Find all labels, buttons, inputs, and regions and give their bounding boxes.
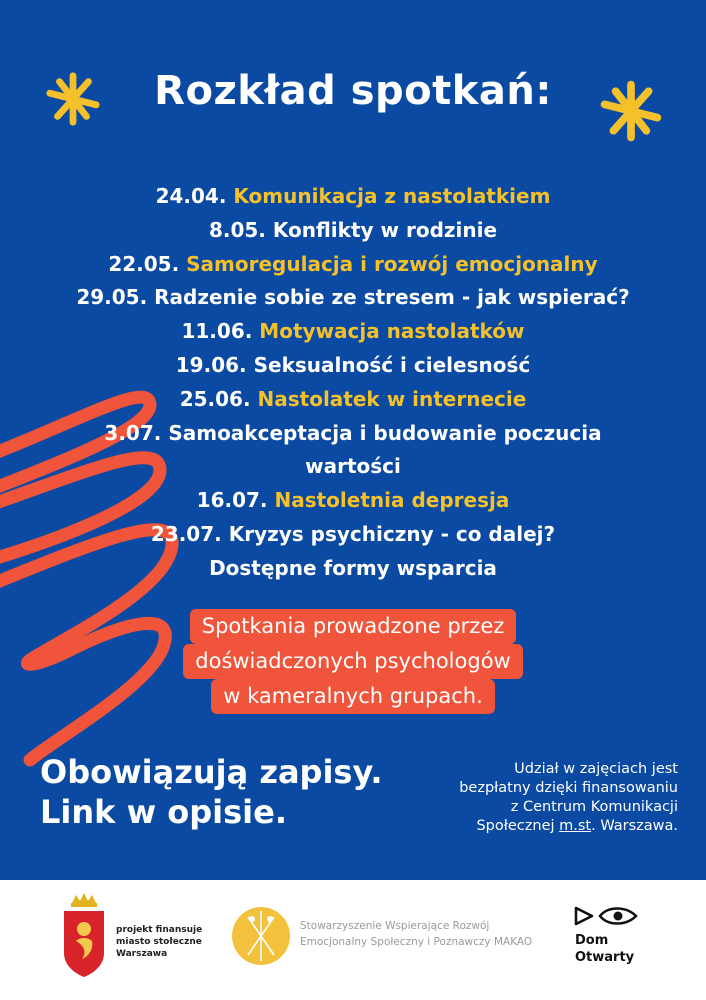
schedule-list xyxy=(0,180,706,586)
dom-otwarty-eye-icon xyxy=(574,905,644,927)
schedule-row xyxy=(0,383,706,417)
schedule-date: 23.07. xyxy=(150,521,222,546)
schedule-date: 25.06. xyxy=(179,386,251,411)
schedule-row xyxy=(0,281,706,315)
crest-caption-line: projekt finansuje xyxy=(116,925,203,935)
signup-notice xyxy=(40,752,383,832)
schedule-topic: Samoregulacja i rozwój emocjonalny xyxy=(186,251,598,276)
dom-line: Dom xyxy=(575,933,609,948)
schedule-date: 8.05. xyxy=(208,217,266,242)
schedule-topic: Dostępne formy wsparcia xyxy=(209,555,497,580)
funding-line xyxy=(378,817,678,836)
schedule-row xyxy=(0,417,706,451)
schedule-date: 16.07. xyxy=(196,488,268,513)
psychologists-callout xyxy=(0,609,706,714)
schedule-topic: Samoakceptacja i budowanie poczucia xyxy=(168,420,602,445)
schedule-topic: Nastolatek w internecie xyxy=(257,386,527,411)
schedule-row xyxy=(0,349,706,383)
makao-logo-icon xyxy=(230,905,292,967)
schedule-row xyxy=(0,214,706,248)
schedule-date: 19.06. xyxy=(175,352,247,377)
funding-note xyxy=(378,760,678,836)
callout-line: w kameralnych grupach. xyxy=(211,679,495,714)
schedule-row xyxy=(0,518,706,552)
crest-caption xyxy=(116,924,202,960)
makao-name xyxy=(300,918,532,950)
makao-line: Stowarzyszenie Wspierające Rozwój xyxy=(300,920,490,932)
schedule-topic: Komunikacja z nastolatkiem xyxy=(233,184,551,208)
funding-line: z Centrum Komunikacji xyxy=(510,799,678,815)
schedule-date: 22.05. xyxy=(108,251,180,276)
crest-caption-line: miasto stołeczne xyxy=(116,937,202,947)
schedule-row xyxy=(0,180,706,214)
schedule-topic: wartości xyxy=(305,454,401,479)
schedule-topic: Radzenie sobie ze stresem - jak wspierać? xyxy=(154,285,630,310)
schedule-topic: Seksualność i cielesność xyxy=(253,352,531,377)
schedule-row-continuation xyxy=(0,450,706,484)
makao-line: Emocjonalny Społeczny i Poznawczy MAKAO xyxy=(300,936,533,948)
schedule-row xyxy=(0,484,706,518)
schedule-row-continuation xyxy=(0,552,706,586)
mst-link[interactable]: m.st xyxy=(559,818,592,834)
dom-line: Otwarty xyxy=(575,950,635,965)
warsaw-crest-icon xyxy=(60,893,108,977)
schedule-topic: Konflikty w rodzinie xyxy=(272,217,498,242)
schedule-date: 29.05. xyxy=(76,285,148,310)
schedule-topic: Motywacja nastolatków xyxy=(259,319,525,344)
crest-caption-line: Warszawa xyxy=(116,949,168,959)
funding-line: bezpłatny dzięki finansowaniu xyxy=(459,780,678,796)
funding-text: . Warszawa. xyxy=(591,818,678,834)
schedule-topic: Nastoletnia depresja xyxy=(274,488,510,513)
page-title: Rozkład spotkań: xyxy=(154,68,552,114)
funding-text: Społecznej xyxy=(476,818,560,834)
schedule-date: 11.06. xyxy=(181,319,253,344)
callout-line: Spotkania prowadzone przez xyxy=(190,609,517,644)
dom-otwarty-name xyxy=(575,932,634,966)
signup-line: Link w opisie. xyxy=(40,793,287,831)
funding-line: Udział w zajęciach jest xyxy=(514,761,678,777)
schedule-row xyxy=(0,315,706,349)
schedule-date: 3.07. xyxy=(104,420,162,445)
callout-line: doświadczonych psychologów xyxy=(183,644,522,679)
schedule-row xyxy=(0,248,706,282)
schedule-date: 24.04. xyxy=(155,184,227,208)
signup-line: Obowiązują zapisy. xyxy=(40,753,383,791)
schedule-topic: Kryzys psychiczny - co dalej? xyxy=(228,521,556,546)
